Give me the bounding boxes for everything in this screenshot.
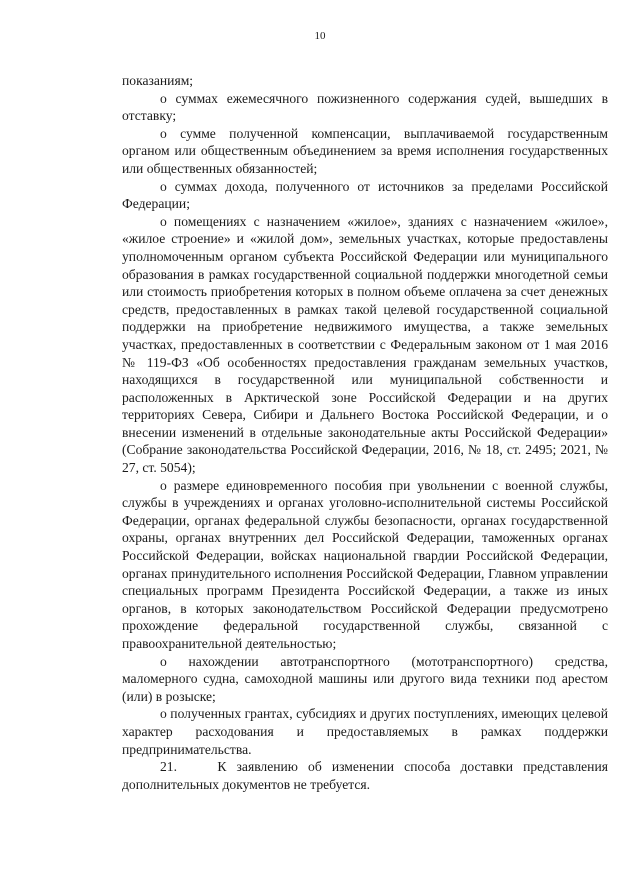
paragraph-item-21: 21. К заявлению об изменении способа доставки представления дополнительных документов не требуется. (122, 759, 608, 792)
document-body (122, 72, 608, 793)
paragraph-compensation: о сумме полученной компенсации, выплачиваемой государственным органом или общественным объединением за время исполнения государственных или общественных обязанностей; (122, 125, 608, 176)
paragraph-continuation: показаниям; (122, 73, 194, 88)
paragraph-judges-allowance: о суммах ежемесячного пожизненного содержания судей, вышедших в отставку; (122, 90, 608, 124)
paragraph-housing-land: о помещениях с назначением «жилое», зданиях с назначением «жилое», «жилое строение» и «жилой дом», земельных участках, которые предоставлены уполномоченным органом субъекта Российской Федерации или муниципального образования в рамках государственной социальной поддержки многодетной семьи или стоимость приобретения которых в полном объеме оплачена за счет денежных средств, предоставленных в рамках такой целевой государственной социальной поддержки на приобретение недвижимого имущества, а также земельных участках, предоставленных в соответствии с Федеральным законом от 1 мая 2016 № 119-ФЗ «Об особенностях предоставления гражданам земельных участков, находящихся в государственной или муниципальной собственности и расположенных в Арктической зоне Российской Федерации и на других территориях Севера, Сибири и Дальнего Востока Российской Федерации, и о внесении изменений в отдельные законодательные акты Российской Федерации» (Собрание законодательства Российской Федерации, 2016, № 18, ст. 2495; 2021, № 27, ст. 5054); (122, 213, 608, 476)
paragraph-severance-allowance: о размере единовременного пособия при увольнении с военной службы, службы в учреждениях и органах уголовно-исполнительной системы Российской Федерации, органах федеральной службы безопасности, органах государственной охраны, органах внутренних дел Российской Федерации, таможенных органах Российской Федерации, войсках национальной гвардии Российской Федерации, органах принудительного исполнения Российской Федерации, Главном управлении специальных программ Президента Российской Федерации, а также из иных органов, в которых законодательством Российской Федерации предусмотрено прохождение федеральной государственной службы, связанной с правоохранительной деятельностью; (122, 477, 608, 651)
paragraph-vehicle-arrest: о нахождении автотранспортного (мототранспортного) средства, маломерного судна, самоходной машины или другого вида техники под арестом (или) в розыске; (122, 653, 608, 704)
paragraph-grants-subsidies: о полученных грантах, субсидиях и других поступлениях, имеющих целевой характер расходования и предоставляемых в рамках поддержки предпринимательства. (122, 706, 608, 757)
page-number: 10 (314, 30, 326, 42)
paragraph-foreign-income: о суммах дохода, полученного от источников за пределами Российской Федерации; (122, 178, 608, 212)
